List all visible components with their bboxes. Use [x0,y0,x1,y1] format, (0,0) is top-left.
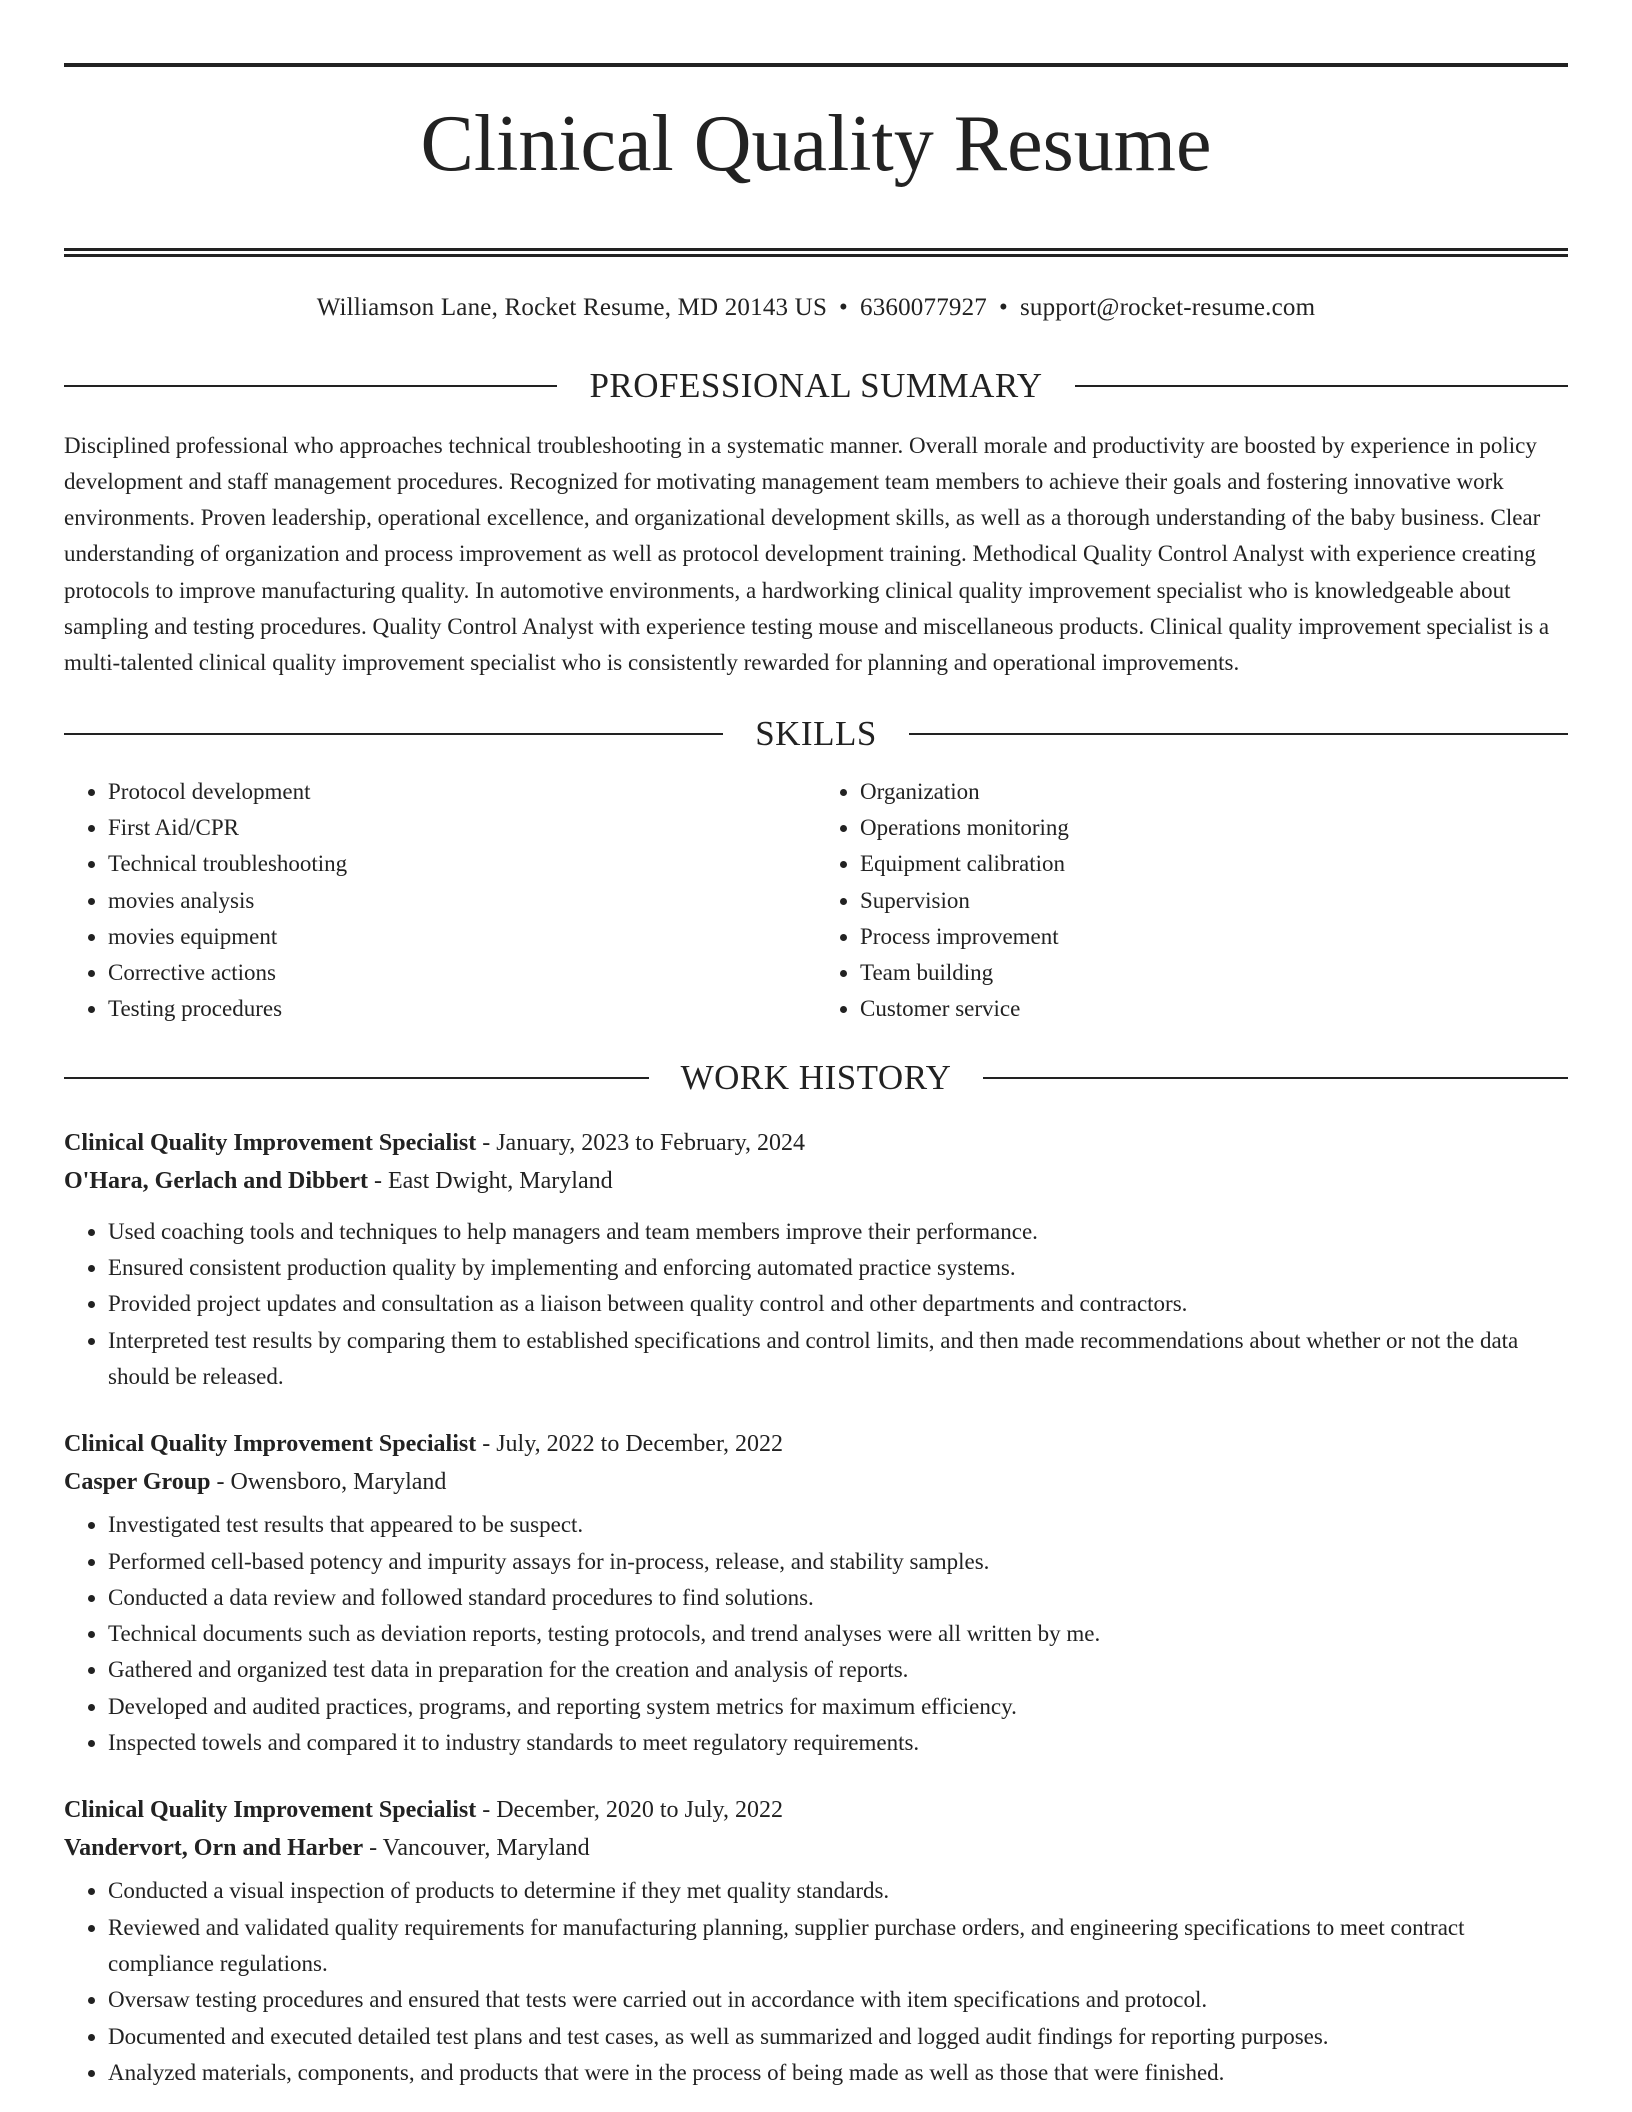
skill-item: • movies equipment [108,919,816,955]
job-company: O'Hara, Gerlach and Dibbert [64,1167,368,1194]
heading-rule [1075,385,1568,387]
contact-line [64,292,1568,324]
heading-rule [64,1077,649,1079]
skill-item: • Supervision [860,883,1568,919]
job-location: - Vancouver, Maryland [363,1835,590,1862]
heading-rule [64,733,723,735]
skill-item: • Corrective actions [108,955,816,991]
job-entry [64,1124,1568,1395]
job-bullet: • Developed and audited practices, programs, and reporting system metrics for maximum efficiency. [108,1689,1568,1725]
contact-phone: 6360077927 [860,293,987,321]
section-title: WORK HISTORY [680,1057,952,1097]
top-rule [64,63,1568,67]
skills-column-left [64,774,816,1028]
job-bullet: • Conducted a data review and followed standard procedures to find solutions. [108,1580,1568,1616]
job-bullet: • Inspected towels and compared it to industry standards to meet regulatory requirements. [108,1725,1568,1761]
job-bullet: • Oversaw testing procedures and ensured that tests were carried out in accordance with item specifications and protocol. [108,1982,1568,2018]
section-title: SKILLS [755,713,877,753]
section-title: PROFESSIONAL SUMMARY [589,365,1043,405]
skill-item: • Customer service [860,991,1568,1027]
job-bullet: • Investigated test results that appeared to be suspect. [108,1507,1568,1543]
job-bullet: • Technical documents such as deviation reports, testing protocols, and trend analyses were all written by me. [108,1616,1568,1652]
job-bullet: • Ensured consistent production quality by implementing and enforcing automated practice systems. [108,1250,1568,1286]
heading-rule [64,385,557,387]
skill-item: • Equipment calibration [860,846,1568,882]
job-bullet: • Gathered and organized test data in preparation for the creation and analysis of reports. [108,1652,1568,1688]
skill-item: • Testing procedures [108,991,816,1027]
skill-item: • Operations monitoring [860,810,1568,846]
job-company-line [64,1463,1568,1501]
contact-separator: • [839,293,848,321]
job-dates: - January, 2023 to February, 2024 [476,1129,806,1156]
contact-address: Williamson Lane, Rocket Resume, MD 20143 US [316,293,828,321]
job-bullets [64,1507,1568,1761]
job-title-line [64,1791,1568,1829]
job-title-line [64,1425,1568,1463]
job-bullet: • Used coaching tools and techniques to help managers and team members improve their performance. [108,1214,1568,1250]
job-dates: - July, 2022 to December, 2022 [476,1431,783,1458]
job-bullet: • Conducted a visual inspection of products to determine if they met quality standards. [108,1873,1568,1909]
resume-page [64,0,1568,2091]
section-heading-work-history [64,1056,1568,1100]
job-bullets [64,1873,1568,2091]
skill-item: • Process improvement [860,919,1568,955]
skill-item: • First Aid/CPR [108,810,816,846]
job-bullet: • Reviewed and validated quality requirements for manufacturing planning, supplier purchase orders, and engineering specifications to meet contract compliance regulations. [108,1910,1568,1983]
job-bullets [64,1214,1568,1395]
summary-text: Disciplined professional who approaches technical troubleshooting in a systematic manner. Overall morale and productivity are boosted by experience in policy development and staff management procedures. Recognized for motivating management team members to achieve their goals and fostering innovative work environments. Proven leadership, operational excellence, and organizational development skills, as well as a thorough understanding of the baby business. Clear understanding of organization and process improvement as well as protocol development training. Methodical Quality Control Analyst with experience creating protocols to improve manufacturing quality. In automotive environments, a hardworking clinical quality improvement specialist who is knowledgeable about sampling and testing procedures. Quality Control Analyst with experience testing mouse and miscellaneous products. Clinical quality improvement specialist is a multi-talented clinical quality improvement specialist who is consistently rewarded for planning and operational improvements. [64,432,1550,676]
job-bullet: • Provided project updates and consultation as a liaison between quality control and other departments and contractors. [108,1286,1568,1322]
job-location: - Owensboro, Maryland [210,1469,447,1496]
skill-item: • Team building [860,955,1568,991]
job-location: - East Dwight, Maryland [367,1167,613,1194]
job-entry [64,1425,1568,1761]
job-company-line [64,1162,1568,1200]
page-title: Clinical Quality Resume [420,100,1212,188]
contact-separator: • [999,293,1008,321]
skills-column-right [816,774,1568,1028]
job-entry [64,1791,1568,2091]
job-company: Casper Group [64,1469,211,1496]
job-company-line [64,1829,1568,1867]
job-company: Vandervort, Orn and Harber [64,1835,364,1862]
skill-item: • Organization [860,774,1568,810]
heading-rule [983,1077,1568,1079]
job-bullet: • Analyzed materials, components, and products that were in the process of being made as well as those that were finished. [108,2055,1568,2091]
skill-item: • Protocol development [108,774,816,810]
heading-rule [909,733,1568,735]
skill-item: • Technical troubleshooting [108,846,816,882]
job-title: Clinical Quality Improvement Specialist [64,1431,477,1458]
title-double-rule [64,248,1568,257]
skill-item: • movies analysis [108,883,816,919]
section-heading-summary [64,364,1568,408]
job-bullet: • Performed cell-based potency and impurity assays for in-process, release, and stability samples. [108,1544,1568,1580]
job-title-line [64,1124,1568,1162]
skills-list [64,774,1568,1028]
contact-email: support@rocket-resume.com [1019,293,1316,321]
job-dates: - December, 2020 to July, 2022 [476,1797,783,1824]
job-bullet: • Documented and executed detailed test plans and test cases, as well as summarized and logged audit findings for reporting purposes. [108,2019,1568,2055]
section-heading-skills [64,712,1568,756]
job-bullet: • Interpreted test results by comparing them to established specifications and control limits, and then made recommendations about whether or not the data should be released. [108,1323,1568,1396]
job-title: Clinical Quality Improvement Specialist [64,1797,477,1824]
job-title: Clinical Quality Improvement Specialist [64,1129,477,1156]
